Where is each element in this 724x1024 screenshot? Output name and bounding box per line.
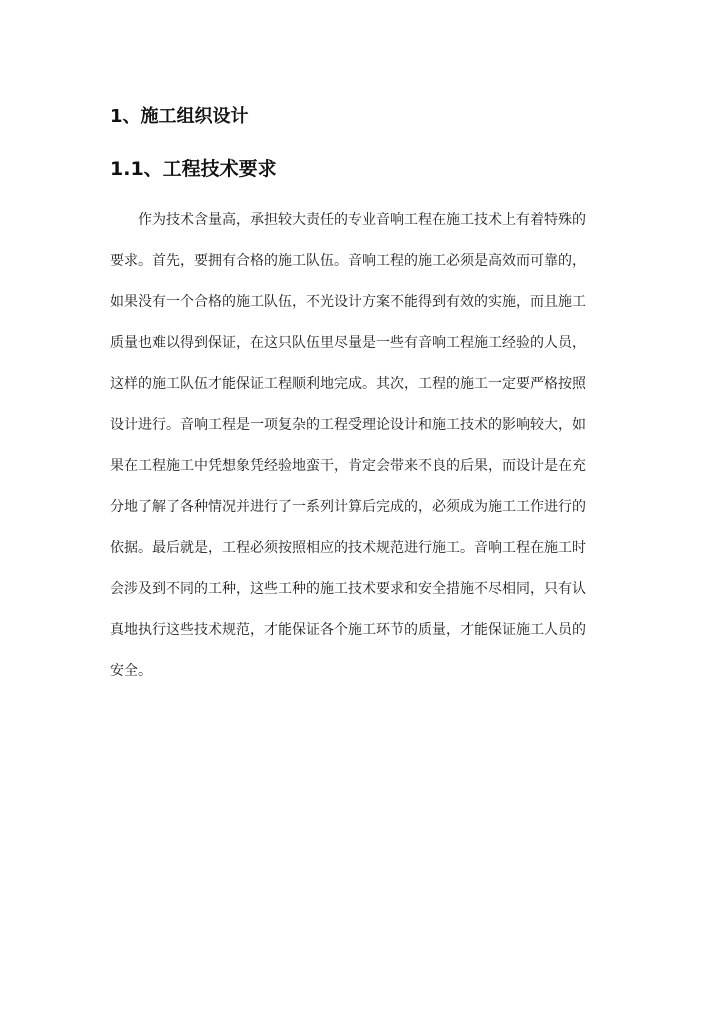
paragraph-line: 安全。 (110, 663, 152, 679)
paragraph-line: 这样的施工队伍才能保证工程顺利地完成。其次，工程的施工一定要严格按照 (110, 376, 586, 392)
paragraph-line: 真地执行这些技术规范，才能保证各个施工环节的质量，才能保证施工人员的 (110, 622, 586, 638)
subsection-heading: 1.1、工程技术要求 (110, 158, 277, 180)
body-paragraph (110, 200, 620, 692)
paragraph-line: 要求。首先，要拥有合格的施工队伍。音响工程的施工必须是高效而可靠的， (110, 253, 586, 269)
paragraph-line: 设计进行。音响工程是一项复杂的工程受理论设计和施工技术的影响较大，如 (110, 417, 586, 433)
paragraph-line: 作为技术含量高，承担较大责任的专业音响工程在施工技术上有着特殊的 (138, 212, 586, 228)
paragraph-line: 质量也难以得到保证，在这只队伍里尽量是一些有音响工程施工经验的人员， (110, 335, 586, 351)
section-heading: 1、施工组织设计 (110, 106, 249, 127)
paragraph-line: 分地了解了各种情况并进行了一系列计算后完成的，必须成为施工工作进行的 (110, 499, 586, 515)
paragraph-line: 会涉及到不同的工种，这些工种的施工技术要求和安全措施不尽相同，只有认 (110, 581, 586, 597)
paragraph-line: 果在工程施工中凭想象凭经验地蛮干，肯定会带来不良的后果，而设计是在充 (110, 458, 586, 474)
paragraph-line: 依据。最后就是，工程必须按照相应的技术规范进行施工。音响工程在施工时 (110, 540, 586, 556)
paragraph-line: 如果没有一个合格的施工队伍，不光设计方案不能得到有效的实施，而且施工 (110, 294, 586, 310)
